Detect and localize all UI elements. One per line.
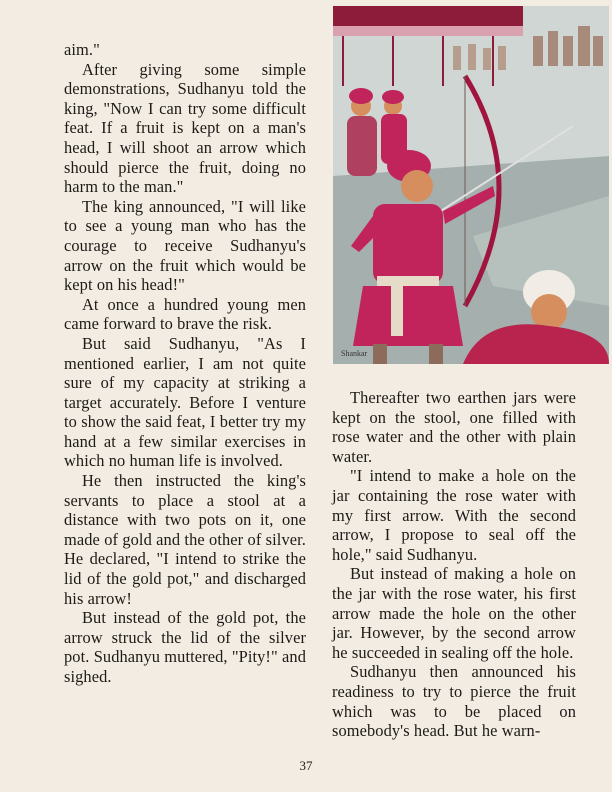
left-text-column xyxy=(64,40,306,687)
paragraph: aim." xyxy=(64,40,100,59)
artist-signature: Shankar xyxy=(341,349,368,358)
paragraph: Thereafter two earthen jars were kept on the stool, one filled with rose water and the other with plain water. xyxy=(332,388,576,466)
paragraph: "I intend to make a hole on the jar containing the rose water with my first arrow. With the second arrow, I propose to seal off the hole," said Sudhanyu. xyxy=(332,466,576,564)
paragraph: He then instructed the king's servants to place a stool at a distance with two pots on it, one made of gold and the other of silver. He declared, "I intend to strike the lid of the gold pot," and discharged his arrow! xyxy=(64,471,306,608)
right-text-column xyxy=(332,388,576,741)
page-number: 37 xyxy=(299,758,313,773)
paragraph: Sudhanyu then announced his readiness to try to pierce the fruit which was to be placed on somebody's head. But he warn- xyxy=(332,662,576,741)
paragraph: But said Sudhanyu, "As I mentioned earlier, I am not quite sure of my capacity at striking a target accurately. Before I venture to show the said feat, I better try my hand at a few similar exercises in which no human life is involved. xyxy=(64,333,306,471)
paragraph: But instead of the gold pot, the arrow struck the lid of the silver pot. Sudhanyu muttered, "Pity!" and sighed. xyxy=(64,608,306,686)
archer-scene xyxy=(333,6,609,364)
paragraph: At once a hundred young men came forward to brave the risk. xyxy=(64,294,306,334)
paragraph: After giving some simple demonstrations, Sudhanyu told the king, "Now I can try some difficult feat. If a fruit is kept on a man's head, I will shoot an arrow which should pierce the fruit, doing no harm to the man." xyxy=(64,59,306,197)
canopy xyxy=(333,6,523,26)
archer-illustration xyxy=(333,6,609,364)
paragraph: The king announced, "I will like to see a young man who has the courage to receive Sudhanyu's arrow on the fruit which would be kept on his head!" xyxy=(64,196,306,295)
paragraph: But instead of making a hole on the jar with the rose water, his first arrow made the hole on the other jar. However, by the second arrow he succeeded in sealing off the hole. xyxy=(332,564,576,662)
